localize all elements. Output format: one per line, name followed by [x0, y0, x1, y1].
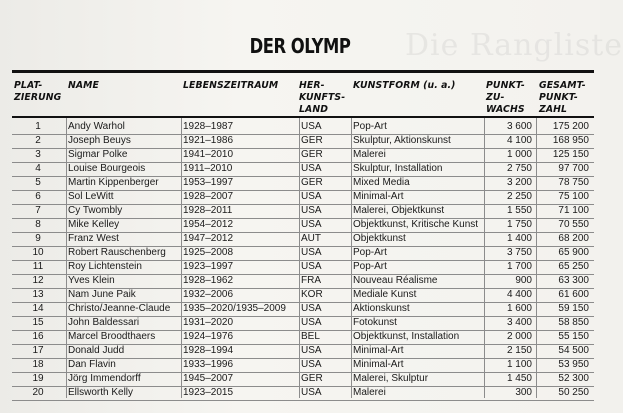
total-points-cell: 55 150 — [558, 331, 589, 342]
point-gain-cell: 1 400 — [506, 233, 532, 244]
point-gain-cell: 1 000 — [506, 149, 532, 160]
table-row — [12, 204, 594, 219]
art-form-cell: Objektkunst — [353, 233, 406, 244]
name-cell: Donald Judd — [68, 345, 125, 356]
name-cell: Joseph Beuys — [68, 135, 131, 146]
table-row — [12, 120, 594, 135]
origin-cell: USA — [301, 359, 322, 370]
name-cell: Marcel Broodthaers — [68, 331, 156, 342]
rank-cell: 11 — [32, 261, 44, 272]
point-gain-cell: 1 600 — [506, 303, 532, 314]
table-row — [12, 134, 594, 149]
total-points-cell: 78 750 — [558, 177, 589, 188]
column-divider — [66, 118, 67, 398]
lifespan-cell: 1928–2011 — [183, 205, 233, 216]
table-row — [12, 148, 594, 163]
total-points-cell: 70 550 — [558, 219, 589, 230]
point-gain-cell: 3 600 — [506, 121, 532, 132]
rank-cell: 18 — [32, 359, 44, 370]
top-rule — [12, 70, 594, 73]
art-form-cell: Malerei — [353, 149, 386, 160]
art-form-cell: Skulptur, Aktionskunst — [353, 135, 451, 146]
name-cell: Christo/Jeanne-Claude — [68, 303, 171, 314]
art-form-cell: Aktionskunst — [353, 303, 410, 314]
header-total-points: GESAMT- PUNKT- ZAHL — [539, 80, 586, 115]
header-origin: HER- KUNFTS- LAND — [299, 80, 346, 115]
total-points-cell: 50 250 — [558, 387, 589, 398]
lifespan-cell: 1935–2020/1935–2009 — [183, 303, 286, 314]
rank-cell: 15 — [32, 317, 44, 328]
point-gain-cell: 4 100 — [506, 135, 532, 146]
total-points-cell: 75 100 — [558, 191, 589, 202]
header-art-form: KUNSTFORM (u. a.) — [353, 80, 456, 91]
point-gain-cell: 2 750 — [506, 163, 532, 174]
rank-cell: 1 — [35, 121, 41, 132]
rank-cell: 8 — [35, 219, 41, 230]
column-divider — [484, 118, 485, 398]
header-name: NAME — [68, 80, 99, 91]
header-rule — [12, 116, 594, 118]
rank-cell: 16 — [32, 331, 44, 342]
origin-cell: USA — [301, 303, 322, 314]
table-row — [12, 274, 594, 289]
art-form-cell: Malerei, Objektkunst — [353, 205, 445, 216]
lifespan-cell: 1931–2020 — [183, 317, 234, 328]
rank-cell: 7 — [35, 205, 41, 216]
table-row — [12, 386, 594, 401]
origin-cell: USA — [301, 261, 322, 272]
point-gain-cell: 900 — [515, 275, 532, 286]
total-points-cell: 71 100 — [558, 205, 589, 216]
name-cell: Andy Warhol — [68, 121, 125, 132]
rank-cell: 2 — [35, 135, 41, 146]
art-form-cell: Mediale Kunst — [353, 289, 417, 300]
name-cell: John Baldessari — [68, 317, 140, 328]
rank-cell: 6 — [35, 191, 41, 202]
lifespan-cell: 1928–2007 — [183, 191, 234, 202]
name-cell: Martin Kippenberger — [68, 177, 159, 188]
point-gain-cell: 1 550 — [506, 205, 532, 216]
total-points-cell: 65 900 — [558, 247, 589, 258]
lifespan-cell: 1928–1987 — [183, 121, 234, 132]
origin-cell: GER — [301, 149, 323, 160]
lifespan-cell: 1954–2012 — [183, 219, 234, 230]
origin-cell: USA — [301, 205, 322, 216]
point-gain-cell: 3 400 — [506, 317, 532, 328]
rank-cell: 5 — [35, 177, 41, 188]
name-cell: Mike Kelley — [68, 219, 120, 230]
total-points-cell: 97 700 — [558, 163, 589, 174]
point-gain-cell: 1 100 — [506, 359, 532, 370]
lifespan-cell: 1911–2010 — [183, 163, 233, 174]
lifespan-cell: 1923–2015 — [183, 387, 234, 398]
total-points-cell: 65 250 — [558, 261, 589, 272]
origin-cell: USA — [301, 219, 322, 230]
origin-cell: USA — [301, 163, 322, 174]
total-points-cell: 58 850 — [558, 317, 589, 328]
point-gain-cell: 3 750 — [506, 247, 532, 258]
art-form-cell: Objektkunst, Installation — [353, 331, 460, 342]
art-form-cell: Objektkunst, Kritische Kunst — [353, 219, 479, 230]
page-title: DER OLYMP — [249, 34, 351, 58]
lifespan-cell: 1932–2006 — [183, 289, 234, 300]
table-row — [12, 372, 594, 387]
name-cell: Louise Bourgeois — [68, 163, 146, 174]
table-row — [12, 232, 594, 247]
origin-cell: KOR — [301, 289, 323, 300]
table-row — [12, 316, 594, 331]
lifespan-cell: 1921–1986 — [183, 135, 234, 146]
origin-cell: USA — [301, 247, 322, 258]
column-divider — [181, 118, 182, 398]
origin-cell: GER — [301, 177, 323, 188]
point-gain-cell: 2 150 — [506, 345, 532, 356]
rank-cell: 10 — [32, 247, 44, 258]
name-cell: Franz West — [68, 233, 119, 244]
point-gain-cell: 1 750 — [506, 219, 532, 230]
art-form-cell: Mixed Media — [353, 177, 410, 188]
origin-cell: BEL — [301, 331, 320, 342]
total-points-cell: 59 150 — [558, 303, 589, 314]
table-row — [12, 302, 594, 317]
table-row — [12, 218, 594, 233]
table-row — [12, 288, 594, 303]
origin-cell: USA — [301, 317, 322, 328]
table-row — [12, 246, 594, 261]
name-cell: Ellsworth Kelly — [68, 387, 134, 398]
art-form-cell: Malerei, Skulptur — [353, 373, 429, 384]
art-form-cell: Fotokunst — [353, 317, 397, 328]
rank-cell: 4 — [35, 163, 41, 174]
header-point-gain: PUNKT- ZU- WACHS — [486, 80, 525, 115]
art-form-cell: Pop-Art — [353, 247, 387, 258]
lifespan-cell: 1945–2007 — [183, 373, 234, 384]
name-cell: Yves Klein — [68, 275, 115, 286]
origin-cell: USA — [301, 191, 322, 202]
point-gain-cell: 300 — [515, 387, 532, 398]
total-points-cell: 63 300 — [558, 275, 589, 286]
lifespan-cell: 1923–1997 — [183, 261, 234, 272]
origin-cell: AUT — [301, 233, 321, 244]
rank-cell: 20 — [32, 387, 44, 398]
header-rank: PLAT- ZIERUNG — [14, 80, 62, 103]
table-row — [12, 358, 594, 373]
origin-cell: USA — [301, 387, 322, 398]
name-cell: Jörg Immendorff — [68, 373, 141, 384]
art-form-cell: Minimal-Art — [353, 191, 404, 202]
art-form-cell: Pop-Art — [353, 261, 387, 272]
art-form-cell: Pop-Art — [353, 121, 387, 132]
lifespan-cell: 1928–1962 — [183, 275, 234, 286]
bleed-through-text: Die Rangliste — [405, 28, 623, 63]
rank-cell: 17 — [32, 345, 44, 356]
name-cell: Robert Rauschenberg — [68, 247, 166, 258]
column-divider — [536, 118, 537, 398]
origin-cell: USA — [301, 345, 322, 356]
name-cell: Sol LeWitt — [68, 191, 114, 202]
lifespan-cell: 1933–1996 — [183, 359, 234, 370]
art-form-cell: Skulptur, Installation — [353, 163, 443, 174]
art-form-cell: Nouveau Réalisme — [353, 275, 438, 286]
lifespan-cell: 1924–1976 — [183, 331, 234, 342]
table-row — [12, 344, 594, 359]
point-gain-cell: 3 200 — [506, 177, 532, 188]
total-points-cell: 168 950 — [552, 135, 589, 146]
rank-cell: 14 — [32, 303, 44, 314]
lifespan-cell: 1953–1997 — [183, 177, 234, 188]
total-points-cell: 61 600 — [558, 289, 589, 300]
total-points-cell: 53 950 — [558, 359, 589, 370]
total-points-cell: 68 200 — [558, 233, 589, 244]
lifespan-cell: 1941–2010 — [183, 149, 234, 160]
point-gain-cell: 4 400 — [506, 289, 532, 300]
table-row — [12, 162, 594, 177]
rank-cell: 3 — [35, 149, 41, 160]
lifespan-cell: 1925–2008 — [183, 247, 234, 258]
rank-cell: 19 — [32, 373, 44, 384]
column-divider — [351, 118, 352, 398]
origin-cell: GER — [301, 135, 323, 146]
table-row — [12, 330, 594, 345]
art-form-cell: Malerei — [353, 387, 386, 398]
point-gain-cell: 2 250 — [506, 191, 532, 202]
name-cell: Dan Flavin — [68, 359, 116, 370]
column-divider — [299, 118, 300, 398]
total-points-cell: 125 150 — [552, 149, 589, 160]
table-row — [12, 176, 594, 191]
rank-cell: 12 — [32, 275, 44, 286]
table-row — [12, 260, 594, 275]
art-form-cell: Minimal-Art — [353, 359, 404, 370]
point-gain-cell: 1 450 — [506, 373, 532, 384]
origin-cell: USA — [301, 121, 322, 132]
rank-cell: 13 — [32, 289, 44, 300]
origin-cell: FRA — [301, 275, 321, 286]
total-points-cell: 52 300 — [558, 373, 589, 384]
total-points-cell: 54 500 — [558, 345, 589, 356]
origin-cell: GER — [301, 373, 323, 384]
rank-cell: 9 — [35, 233, 41, 244]
name-cell: Cy Twombly — [68, 205, 123, 216]
art-form-cell: Minimal-Art — [353, 345, 404, 356]
table-row — [12, 190, 594, 205]
name-cell: Sigmar Polke — [68, 149, 128, 160]
point-gain-cell: 1 700 — [506, 261, 532, 272]
header-lifespan: LEBENSZEITRAUM — [183, 80, 279, 91]
lifespan-cell: 1947–2012 — [183, 233, 234, 244]
name-cell: Nam June Paik — [68, 289, 136, 300]
point-gain-cell: 2 000 — [506, 331, 532, 342]
total-points-cell: 175 200 — [552, 121, 589, 132]
lifespan-cell: 1928–1994 — [183, 345, 234, 356]
name-cell: Roy Lichtenstein — [68, 261, 142, 272]
